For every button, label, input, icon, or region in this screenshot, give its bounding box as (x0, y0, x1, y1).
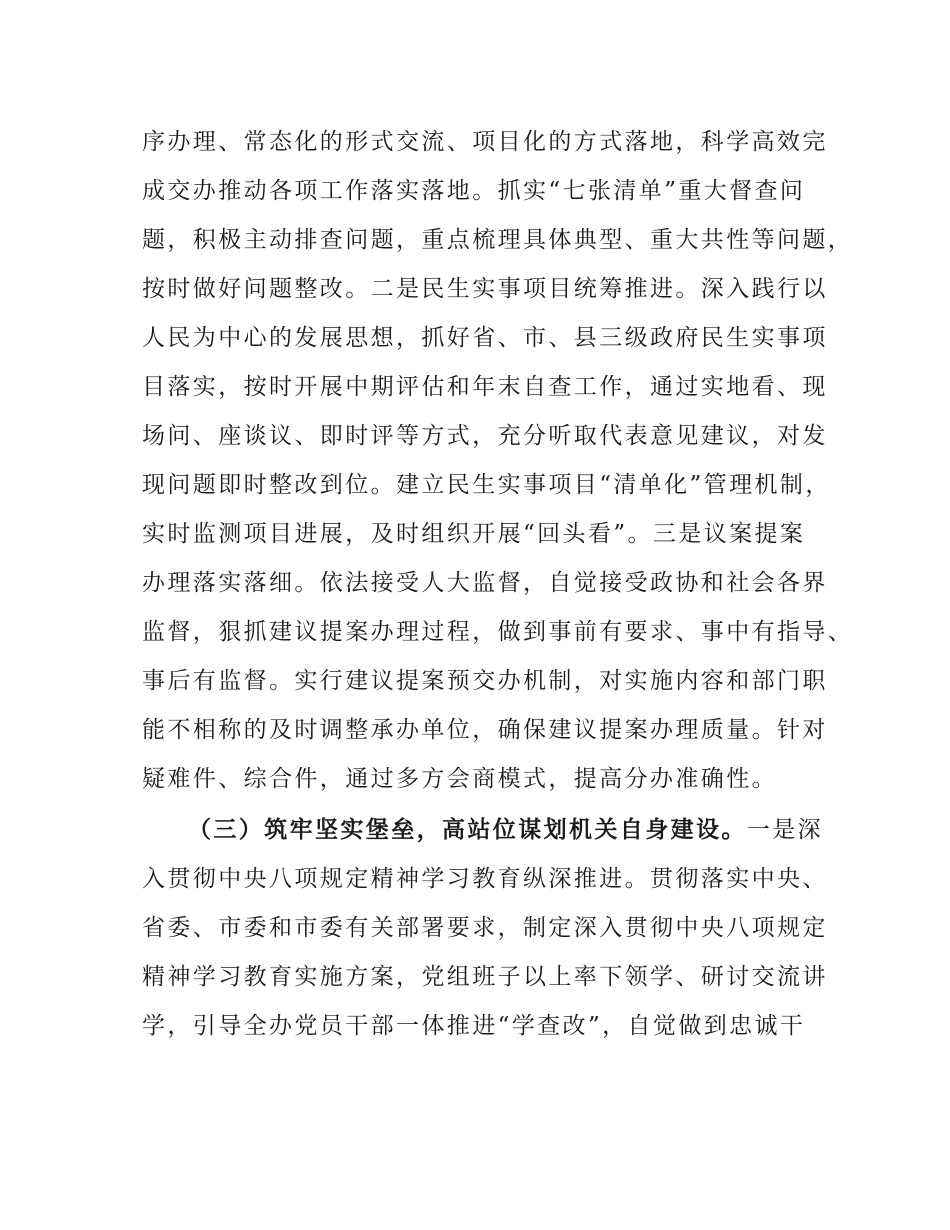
paragraph-text: 一是深 (746, 817, 824, 843)
paragraph-line: 题，积极主动排查问题，重点梳理具体典型、重大共性等问题， (142, 227, 854, 253)
paragraph-2 (142, 806, 828, 1051)
paragraph-line: 入贯彻中央八项规定精神学习教育纵深推进。贯彻落实中央、 (142, 866, 828, 892)
section-heading: （三）筑牢坚实堡垒，高站位谋划机关自身建设。 (188, 817, 747, 843)
paragraph-line: 能不相称的及时调整承办单位，确保建议提案办理质量。针对 (142, 717, 828, 743)
paragraph-line: 监督，狠抓建议提案办理过程，做到事前有要求、事中有指导、 (142, 619, 854, 645)
paragraph-first-line (142, 806, 822, 855)
paragraph-line: 按时做好问题整改。二是民生实事项目统筹推进。深入践行以 (142, 276, 828, 302)
paragraph-line: 省委、市委和市委有关部署要求，制定深入贯彻中央八项规定 (142, 915, 828, 941)
paragraph-line: 序办理、常态化的形式交流、项目化的方式落地，科学高效完 (142, 129, 828, 155)
paragraph-line: 人民为中心的发展思想，抓好省、市、县三级政府民生实事项 (142, 325, 828, 351)
paragraph-line: 精神学习教育实施方案，党组班子以上率下领学、研讨交流讲 (142, 964, 828, 990)
paragraph-line: 成交办推动各项工作落实落地。抓实“七张清单”重大督查问 (142, 178, 806, 204)
paragraph-line: 疑难件、综合件，通过多方会商模式，提高分办准确性。 (142, 766, 777, 792)
paragraph-line: 学，引导全办党员干部一体推进“学查改”，自觉做到忠诚干 (142, 1013, 806, 1039)
paragraph-line: 目落实，按时开展中期评估和年末自查工作，通过实地看、现 (142, 374, 828, 400)
paragraph-line: 现问题即时整改到位。建立民生实事项目“清单化”管理机制， (142, 472, 831, 498)
paragraph-line: 办理落实落细。依法接受人大监督，自觉接受政协和社会各界 (142, 570, 828, 596)
paragraph-1 (142, 118, 854, 804)
paragraph-line: 事后有监督。实行建议提案预交办机制，对实施内容和部门职 (142, 668, 828, 694)
paragraph-line: 实时监测项目进展，及时组织开展“回头看”。三是议案提案 (142, 521, 806, 547)
paragraph-line: 场问、座谈议、即时评等方式，充分听取代表意见建议，对发 (142, 423, 828, 449)
